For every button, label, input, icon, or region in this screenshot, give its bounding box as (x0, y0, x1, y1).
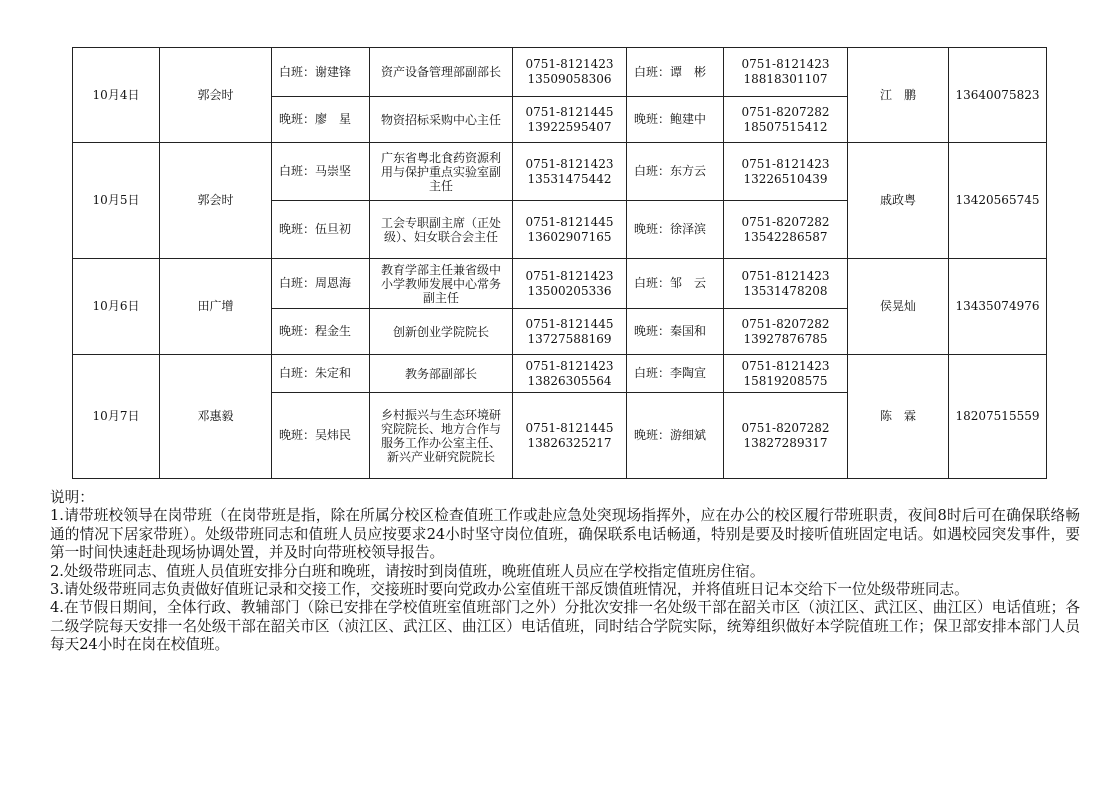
phone-line: 0751-8207282 (741, 316, 830, 331)
phone-line: 0751-8121445 (525, 214, 614, 229)
mobile-number: 13927876785 (743, 331, 828, 346)
note-item: 4.在节假日期间，全体行政、教辅部门（除已安排在学校值班室值班部门之外）分批次安排一名处级干部在韶关市区（浈江区、武江区、曲江区）电话值班；各二级学院每天安排一名处级干部在韶关市区（浈江区、武江区、曲江区）电话值班，同时结合学院实际，统筹组织做好本学院值班工作；保卫部安排本部门人员每天24小时在岗在校值班。 (50, 599, 1080, 654)
phone-line: 0751-8121423 (525, 57, 614, 71)
staff-phone (724, 201, 848, 259)
cadre-phone (513, 259, 627, 309)
phone-line: 0751-8121423 (525, 268, 614, 283)
night-shift-cadre: 晚班：廖 星 (272, 97, 370, 143)
mobile-number: 13226510439 (743, 171, 828, 186)
day-shift-cadre: 白班：马崇坚 (272, 143, 370, 201)
day-shift-staff: 白班：东方云 (627, 143, 724, 201)
security-phone-cell: 13420565745 (949, 143, 1047, 259)
staff-phone (724, 355, 848, 393)
night-shift-staff: 晚班：鲍建中 (627, 97, 724, 143)
note-item: 3.请处级带班同志负责做好值班记录和交接工作，交接班时要向党政办公室值班干部反馈值班情况，并将值班日记本交给下一位处级带班同志。 (50, 581, 969, 599)
cadre-post: 资产设备管理部副部长 (370, 48, 513, 97)
notes-heading: 说明： (50, 489, 94, 506)
phone-line: 0751-8121423 (525, 156, 614, 171)
security-phone-cell: 13640075823 (949, 48, 1047, 143)
phone-line: 0751-8121423 (741, 57, 830, 71)
cadre-post: 工会专职副主席（正处级）、妇女联合会主任 (370, 201, 513, 259)
phone-line: 0751-8121445 (525, 316, 614, 331)
cadre-post: 广东省粤北食药资源利用与保护重点实验室副主任 (370, 143, 513, 201)
note-item: 2.处级带班同志、值班人员值班安排分白班和晚班，请按时到岗值班，晚班值班人员应在学校指定值班房住宿。 (50, 562, 765, 580)
duty-schedule-table (72, 47, 1047, 479)
leader-cell: 邓惠毅 (160, 355, 272, 479)
mobile-number: 13727588169 (527, 331, 612, 346)
date-cell: 10月7日 (73, 355, 160, 479)
phone-line: 0751-8121445 (525, 104, 614, 119)
staff-phone (724, 143, 848, 201)
phone-line: 0751-8207282 (741, 420, 830, 435)
mobile-number: 13826325217 (527, 435, 612, 450)
cadre-phone (513, 143, 627, 201)
night-shift-cadre: 晚班：程金生 (272, 309, 370, 355)
cadre-post: 教务部副部长 (370, 355, 513, 393)
staff-phone (724, 393, 848, 479)
security-phone-cell: 13435074976 (949, 259, 1047, 355)
mobile-number: 13500205336 (527, 283, 612, 298)
night-shift-staff: 晚班：游细斌 (627, 393, 724, 479)
cadre-phone (513, 201, 627, 259)
staff-phone (724, 97, 848, 143)
security-phone-cell: 18207515559 (949, 355, 1047, 479)
day-shift-staff: 白班：李陶宣 (627, 355, 724, 393)
night-shift-staff: 晚班：秦国和 (627, 309, 724, 355)
table-row (73, 259, 1047, 309)
cadre-post: 创新创业学院院长 (370, 309, 513, 355)
mobile-number: 13509058306 (527, 72, 612, 86)
mobile-number: 15819208575 (743, 373, 828, 388)
mobile-number: 13922595407 (527, 119, 612, 134)
staff-phone (724, 309, 848, 355)
security-cell: 陈 霖 (848, 355, 949, 479)
mobile-number: 13602907165 (527, 229, 612, 244)
note-item: 1.请带班校领导在岗带班（在岗带班是指，除在所属分校区检查值班工作或赴应急处突现场指挥外，应在办公的校区履行带班职责，夜间8时后可在确保联络畅通的情况下居家带班）。处级带班同志和值班人员应按要求24小时坚守岗位值班，确保联系电话畅通，特别是要及时接听值班固定电话。如遇校园突发事件，要第一时间快速赶赴现场协调处置，并及时向带班校领导报告。 (50, 507, 1080, 562)
day-shift-cadre: 白班：谢建锋 (272, 48, 370, 97)
mobile-number: 13827289317 (743, 435, 828, 450)
notes-section (50, 489, 1080, 655)
mobile-number: 13542286587 (743, 229, 828, 244)
mobile-number: 18507515412 (743, 119, 828, 134)
night-shift-cadre: 晚班：伍旦初 (272, 201, 370, 259)
day-shift-staff: 白班：谭 彬 (627, 48, 724, 97)
table-row (73, 48, 1047, 97)
phone-line: 0751-8121423 (741, 156, 830, 171)
phone-line: 0751-8121423 (525, 358, 614, 373)
staff-phone (724, 48, 848, 97)
phone-line: 0751-8121423 (741, 268, 830, 283)
cadre-post: 乡村振兴与生态环境研究院院长、地方合作与服务工作办公室主任、新兴产业研究院院长 (370, 393, 513, 479)
security-cell: 侯晃灿 (848, 259, 949, 355)
leader-cell: 田广增 (160, 259, 272, 355)
night-shift-staff: 晚班：徐泽滨 (627, 201, 724, 259)
phone-line: 0751-8121445 (525, 420, 614, 435)
phone-line: 0751-8207282 (741, 104, 830, 119)
cadre-phone (513, 309, 627, 355)
day-shift-cadre: 白班：周恩海 (272, 259, 370, 309)
mobile-number: 18818301107 (743, 72, 828, 86)
day-shift-cadre: 白班：朱定和 (272, 355, 370, 393)
phone-line: 0751-8207282 (741, 214, 830, 229)
staff-phone (724, 259, 848, 309)
cadre-phone (513, 393, 627, 479)
mobile-number: 13531475442 (527, 171, 612, 186)
date-cell: 10月5日 (73, 143, 160, 259)
date-cell: 10月4日 (73, 48, 160, 143)
cadre-phone (513, 48, 627, 97)
day-shift-staff: 白班：邹 云 (627, 259, 724, 309)
mobile-number: 13531478208 (743, 283, 828, 298)
leader-cell: 郭会时 (160, 143, 272, 259)
cadre-phone (513, 97, 627, 143)
table-row (73, 143, 1047, 201)
mobile-number: 13826305564 (527, 373, 612, 388)
security-cell: 戚政粤 (848, 143, 949, 259)
security-cell: 江 鹏 (848, 48, 949, 143)
leader-cell: 郭会时 (160, 48, 272, 143)
date-cell: 10月6日 (73, 259, 160, 355)
phone-line: 0751-8121423 (741, 358, 830, 373)
cadre-post: 教育学部主任兼省级中小学教师发展中心常务副主任 (370, 259, 513, 309)
cadre-phone (513, 355, 627, 393)
cadre-post: 物资招标采购中心主任 (370, 97, 513, 143)
night-shift-cadre: 晚班：吴炜民 (272, 393, 370, 479)
table-row (73, 355, 1047, 393)
